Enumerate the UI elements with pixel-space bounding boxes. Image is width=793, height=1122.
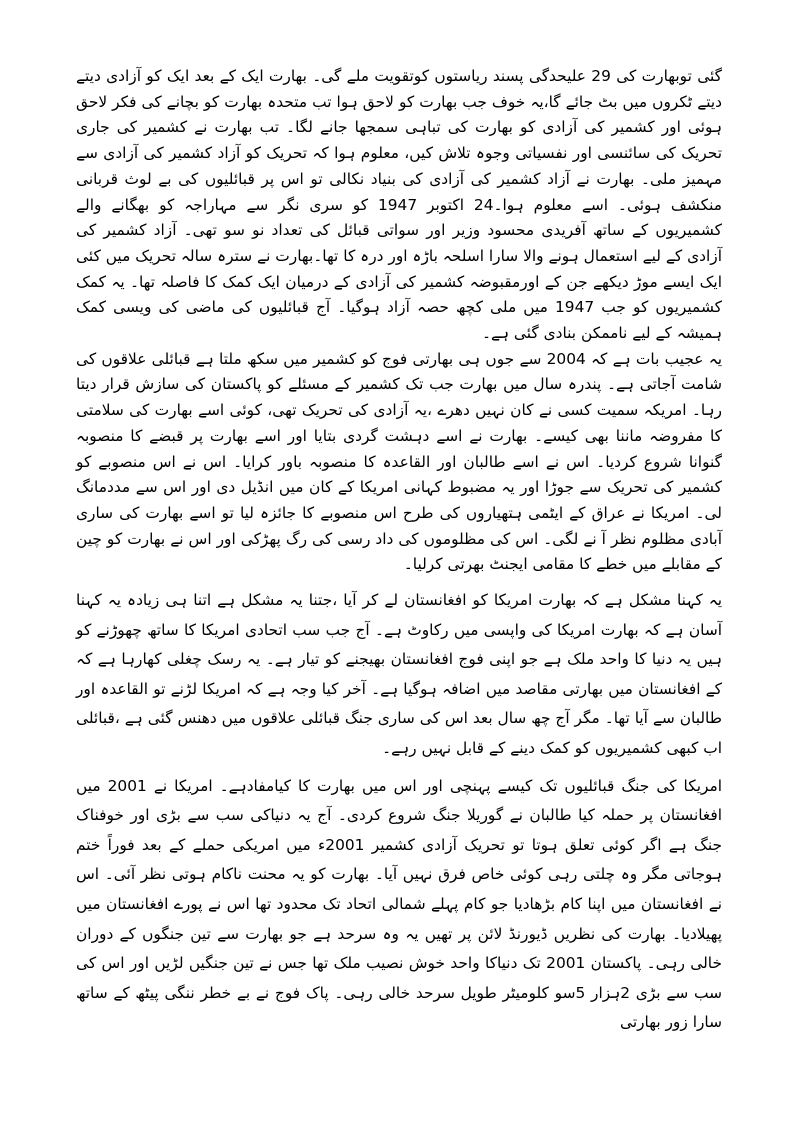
paragraph: یہ کہنا مشکل ہے کہ بھارت امریکا کو افغانستان لے کر آیا ،جتنا یہ مشکل ہے اتنا ہی زیادہ یہ کہنا آسان ہے کہ بھارت امریکا کی واپسی میں رکاوٹ ہے۔ آج جب سب اتحادی امریکا کا ساتھ چھوڑنے کو ہیں یہ دنیا کا واحد ملک ہے جو اپنی فوج افغانستان بھیجنے کو تیار ہے۔ یہ رسک چغلی کھارہا ہے کہ کے افغانستان میں بھارتی مقاصد میں اضافہ ہوگیا ہے۔ آخر کیا وجہ ہے کہ امریکا لڑنے تو القاعدہ اور طالبان سے آیا تھا۔ مگر آج چھ سال بعد اس کی ساری جنگ قبائلی علاقوں میں دھنس گئی ہے ،قبائلی اب کبھی کشمیریوں کو کمک دینے کے قابل نہیں رہے۔ [76,591,722,758]
paragraph: امریکا کی جنگ قبائلیوں تک کیسے پہنچی اور اس میں بھارت کا کیامفادہے۔ امریکا نے 2001 میں افغانستان پر حملہ کیا طالبان نے گوریلا جنگ شروع کردی۔ آج یہ دنیاکی سب سے بڑی اور خوفناک جنگ ہے اگر کوئی تعلق ہوتا تو تحریک آزادی کشمیر 2001ء میں امریکی حملے کے بعد فوراً ختم ہوجاتی مگر وہ چلتی رہی کوئی خاص فرق نہیں آیا۔ بھارت کو یہ محنت ناکام ہوتی نظر آئی۔ اس نے افغانستان میں اپنا کام بڑھادیا جو کام پہلے شمالی اتحاد تک محدود تھا اس نے پورے افغانستان میں پھیلادیا۔ بھارت کی نظریں ڈیورنڈ لائن پر تھیں یہ وہ سرحد ہے جو بھارت سے تین جنگوں کے دوران خالی رہی۔ پاکستان 2001 تک دنیاکا واحد خوش نصیب ملک تھا جس نے تین جنگیں لڑیں اور اس کی سب سے بڑی 2ہزار 5سو کلومیٹر طویل سرحد خالی رہی۔ پاک فوج نے بے خطر ننگی پیٹھ کے ساتھ سارا زور بھارتی [76,776,722,1032]
paragraph: گئی توبھارت کی 29 علیحدگی پسند ریاستوں کوتقویت ملے گی۔ بھارت ایک کے بعد ایک کو آزادی دیتے دیتے ٹکروں میں بٹ جائے گا،یہ خوف جب بھارت کو لاحق ہوا تب متحدہ بھارت کو بچانے کی فکر لاحق ہوئی اور کشمیر کی آزادی کو بھارت کی تباہی سمجھا جانے لگا۔ تب بھارت نے کشمیر کی جاری تحریک کی سائنسی اور نفسیاتی وجوہ تلاش کیں، معلوم ہوا کہ تحریک کو آزاد کشمیر کی آزادی سے مہمیز ملی۔ بھارت نے آزاد کشمیر کی آزادی کی بنیاد نکالی تو اس پر قبائلیوں کی بے لوث قربانی منکشف ہوئی۔ اسے معلوم ہوا۔24 اکتوبر 1947 کو سری نگر سے مہاراجہ کو بھگانے والے کشمیریوں کے ساتھ آفریدی محسود وزیر اور سواتی قبائل کی تعداد نو سو تھی۔ آزاد کشمیر کی آزادی کے لیے استعمال ہونے والا سارا اسلحہ باڑہ اور درہ کا تھا۔بھارت نے سترہ سالہ تحریک میں کئی ایک ایسے موڑ دیکھے جن کے اورمقبوضہ کشمیر کی آزادی کے درمیان ایک کمک کا فاصلہ تھا۔ یہ کمک کشمیریوں کو جب 1947 میں ملی کچھ حصہ آزاد ہوگیا۔ آج قبائلیوں کی ماضی کی ویسی کمک ہمیشہ کے لیے ناممکن بنادی گئی ہے۔ [76,67,722,343]
paragraph: یہ عجیب بات ہے کہ 2004 سے جوں ہی بھارتی فوج کو کشمیر میں سکھ ملتا ہے قبائلی علاقوں کی شامت آجاتی ہے۔ پندرہ سال میں بھارت جب تک کشمیر کے مسئلے کو پاکستان کی سازش قرار دیتا رہا۔ امریکہ سمیت کسی نے کان نہیں دھرے ،یہ آزادی کی تحریک تھی، کوئی اسے بھارت کی سلامتی کا مفروضہ ماننا بھی کیسے۔ بھارت نے اسے دہشت گردی بتایا اور اسے بھارت پر قبضے کا منصوبہ گنوانا شروع کردیا۔ اس نے اسے طالبان اور القاعدہ کا منصوبہ باور کرایا۔ اس نے اس منصوبے کو کشمیر کی تحریک سے جوڑا اور یہ مضبوط کہانی امریکا کے کان میں انڈیل دی اور اس سے مددمانگ لی۔ امریکا نے عراق کے ایٹمی ہتھیاروں کی طرح اس منصوبے کا جائزہ لیا تو اسے بھارت کی ساری آبادی مظلوم نظر آ نے لگی۔ اس کی مظلوموں کی داد رسی کی رگ پھڑکی اور اس نے بھارت کو چین کے مقابلے میں خطے کا مقامی ایجنٹ بھرتی کرلیا۔ [76,349,723,574]
article-body [76,64,722,1038]
